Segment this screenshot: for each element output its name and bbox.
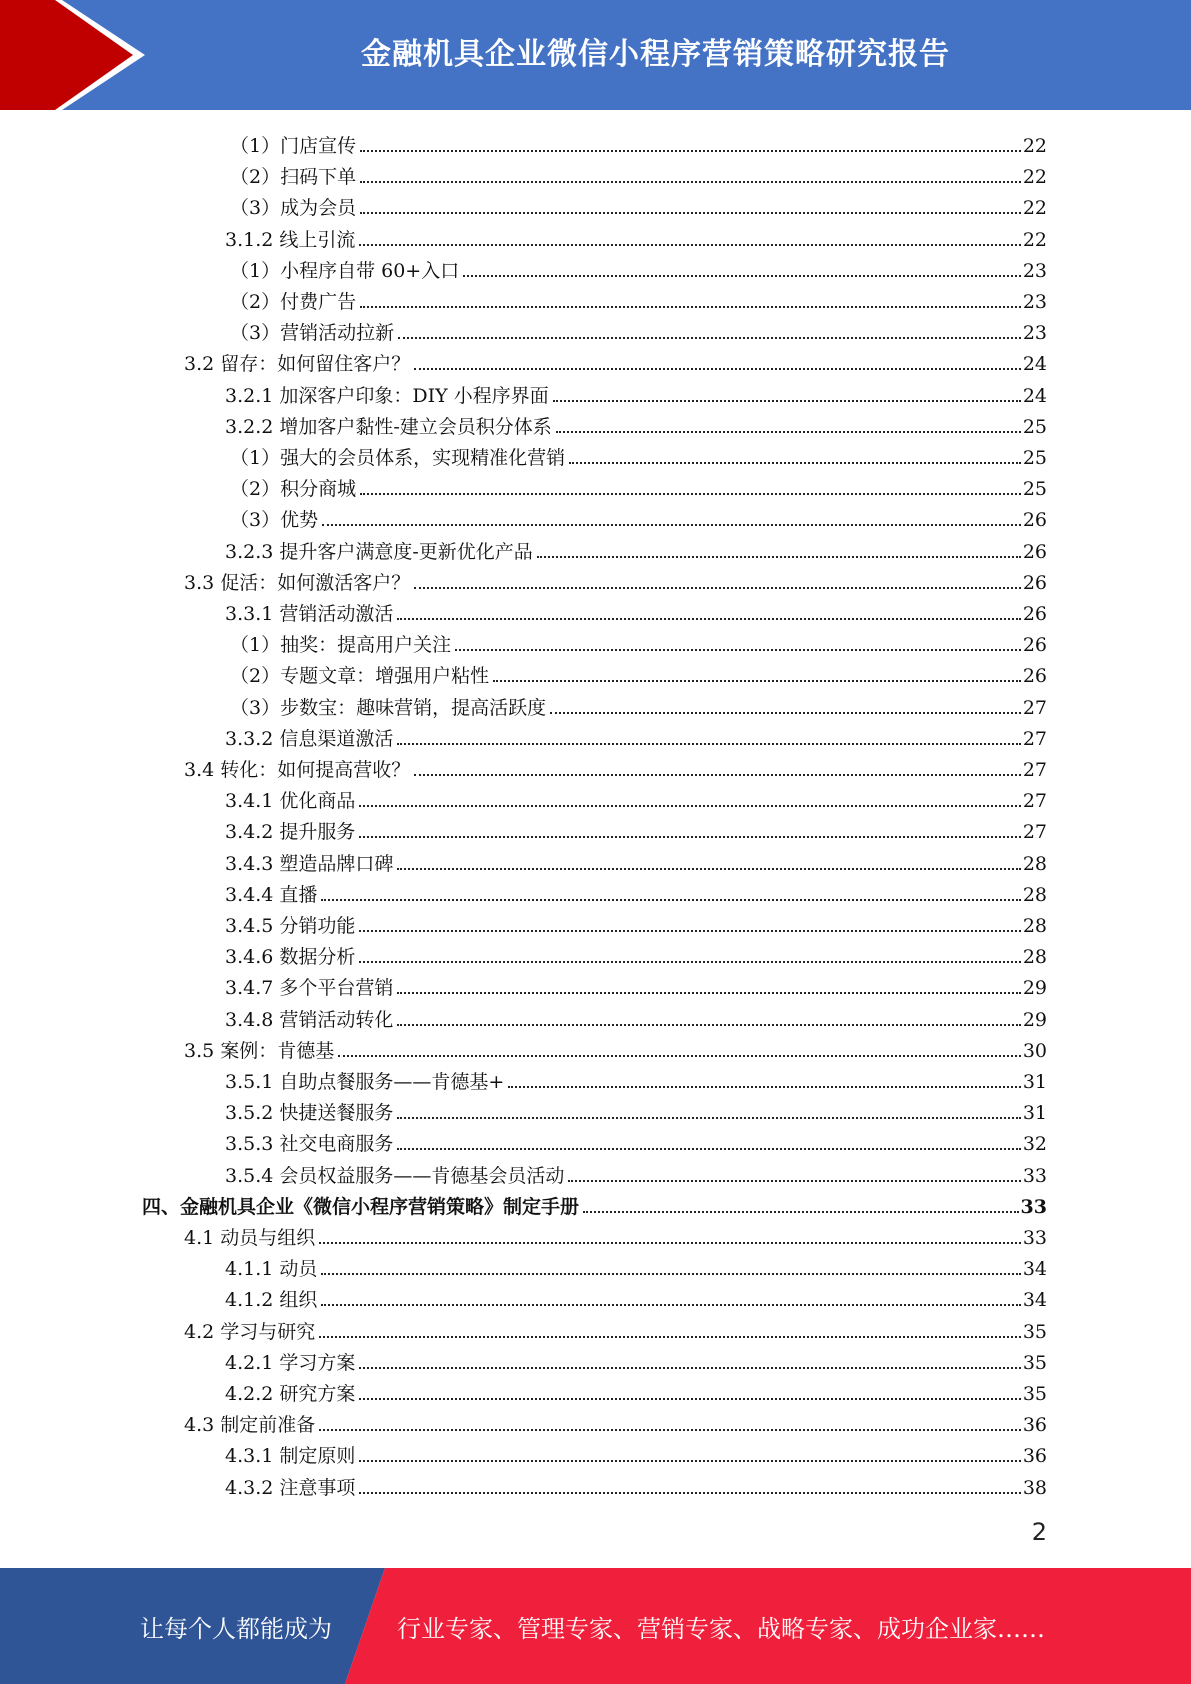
- toc-entry-title: 4.1.2 组织: [225, 1289, 318, 1312]
- toc-entry-page: 36: [1022, 1414, 1047, 1437]
- toc-entry-page: 28: [1022, 883, 1047, 906]
- toc-entry[interactable]: [184, 1032, 1047, 1063]
- toc-entry-title: 3.4.5 分销功能: [225, 915, 356, 937]
- toc-entry[interactable]: [230, 158, 1047, 189]
- toc-entry-title: 3.5.4 会员权益服务——肯德基会员活动: [225, 1164, 565, 1187]
- toc-entry[interactable]: [225, 907, 1047, 938]
- toc-entry[interactable]: [225, 1469, 1047, 1500]
- toc-entry-page: 27: [1022, 790, 1047, 813]
- toc-entry[interactable]: [225, 1094, 1047, 1125]
- header-banner: [0, 0, 1191, 110]
- toc-entry-page: 25: [1022, 447, 1047, 469]
- toc-dot-leader: [360, 493, 1021, 495]
- toc-entry[interactable]: [230, 252, 1047, 283]
- toc-dot-leader: [360, 306, 1021, 308]
- toc-entry-title: 3.4.1 优化商品: [225, 790, 356, 813]
- toc-entry-title: 4.2.2 研究方案: [225, 1383, 356, 1405]
- toc-entry-title: 四、金融机具企业《微信小程序营销策略》制定手册: [142, 1195, 580, 1218]
- toc-entry-page: 26: [1022, 634, 1047, 657]
- toc-dot-leader: [414, 368, 1021, 370]
- toc-entry-title: （2）扫码下单: [230, 166, 357, 189]
- toc-dot-leader: [319, 1242, 1021, 1244]
- toc-entry-page: 28: [1022, 915, 1047, 937]
- toc-entry-title: 3.2 留存：如何留住客户？: [184, 353, 411, 376]
- toc-entry-page: 22: [1022, 228, 1047, 251]
- toc-entry[interactable]: [225, 221, 1047, 252]
- toc-entry-title: 3.2.3 提升客户满意度-更新优化产品: [225, 540, 533, 563]
- toc-entry[interactable]: [230, 189, 1047, 220]
- toc-entry-page: 28: [1022, 852, 1047, 875]
- toc-dot-leader: [322, 524, 1021, 526]
- toc-entry-title: 4.1 动员与组织: [184, 1227, 316, 1249]
- toc-entry-title: 3.5.3 社交电商服务: [225, 1133, 394, 1156]
- toc-entry[interactable]: [225, 377, 1047, 408]
- toc-entry-title: 3.5 案例：肯德基: [184, 1039, 335, 1062]
- toc-entry-page: 22: [1022, 135, 1047, 157]
- toc-entry[interactable]: [225, 720, 1047, 751]
- toc-entry-page: 29: [1022, 977, 1047, 1000]
- toc-entry-title: 3.3.1 营销活动激活: [225, 603, 394, 625]
- toc-entry-title: （2）积分商城: [230, 478, 357, 501]
- toc-entry-title: （1）门店宣传: [230, 135, 357, 157]
- document-title: 金融机具企业微信小程序营销策略研究报告: [361, 37, 950, 72]
- toc-entry[interactable]: [225, 876, 1047, 907]
- toc-entry-title: 4.2.1 学习方案: [225, 1351, 356, 1374]
- toc-entry[interactable]: [225, 408, 1047, 439]
- toc-entry-page: 27: [1022, 727, 1047, 750]
- toc-entry[interactable]: [230, 127, 1047, 158]
- toc-entry[interactable]: [225, 595, 1047, 626]
- toc-dot-leader: [397, 618, 1020, 620]
- toc-dot-leader: [508, 1086, 1021, 1088]
- toc-dot-leader: [493, 680, 1021, 682]
- toc-entry-page: 26: [1022, 571, 1047, 594]
- toc-dot-leader: [321, 1273, 1020, 1275]
- toc-entry[interactable]: [225, 1437, 1047, 1468]
- toc-entry-title: 3.1.2 线上引流: [225, 228, 356, 251]
- toc-dot-leader: [414, 774, 1021, 776]
- toc-entry-page: 23: [1022, 291, 1047, 313]
- toc-entry-title: 3.4.8 营销活动转化: [225, 1008, 394, 1031]
- toc-dot-leader: [397, 1117, 1020, 1119]
- toc-entry[interactable]: [230, 283, 1047, 314]
- toc-dot-leader: [360, 181, 1021, 183]
- toc-entry-page: 33: [1020, 1195, 1047, 1218]
- toc-entry-title: 3.4.6 数据分析: [225, 946, 356, 969]
- toc-entry-page: 26: [1022, 540, 1047, 563]
- toc-dot-leader: [397, 868, 1020, 870]
- toc-entry-page: 27: [1022, 821, 1047, 844]
- toc-entry-title: 3.2.1 加深客户印象：DIY 小程序界面: [225, 384, 549, 407]
- toc-entry-page: 35: [1022, 1351, 1047, 1374]
- toc-entry-title: （1）强大的会员体系，实现精准化营销: [230, 447, 566, 469]
- toc-entry-title: 4.2 学习与研究: [184, 1320, 316, 1343]
- toc-entry-page: 22: [1022, 166, 1047, 189]
- toc-dot-leader: [414, 587, 1021, 589]
- toc-entry-page: 31: [1022, 1102, 1047, 1125]
- toc-entry[interactable]: [230, 501, 1047, 532]
- toc-dot-leader: [397, 1148, 1020, 1150]
- toc-dot-leader: [319, 1429, 1021, 1431]
- toc-entry[interactable]: [225, 938, 1047, 969]
- toc-entry[interactable]: [225, 782, 1047, 813]
- toc-entry-title: 3.4.7 多个平台营销: [225, 977, 394, 1000]
- toc-entry[interactable]: [225, 533, 1047, 564]
- toc-entry[interactable]: [230, 657, 1047, 688]
- toc-dot-leader: [321, 899, 1020, 901]
- toc-entry-page: 38: [1022, 1476, 1047, 1499]
- toc-dot-leader: [359, 805, 1020, 807]
- toc-entry-page: 30: [1022, 1039, 1047, 1062]
- toc-entry-title: 3.3.2 信息渠道激活: [225, 727, 394, 750]
- toc-entry[interactable]: [230, 689, 1047, 720]
- toc-entry-title: 3.2.2 增加客户黏性-建立会员积分体系: [225, 415, 552, 438]
- toc-entry-title: 3.4.2 提升服务: [225, 821, 356, 844]
- toc-entry-page: 34: [1022, 1289, 1047, 1312]
- toc-entry-page: 26: [1022, 509, 1047, 532]
- toc-dot-leader: [319, 1336, 1021, 1338]
- toc-dot-leader: [359, 961, 1020, 963]
- toc-dot-leader: [359, 930, 1020, 932]
- toc-entry-title: 4.3.1 制定原则: [225, 1445, 356, 1468]
- toc-dot-leader: [583, 1211, 1019, 1213]
- toc-entry-page: 31: [1022, 1071, 1047, 1093]
- toc-entry[interactable]: [184, 345, 1047, 376]
- toc-entry[interactable]: [225, 845, 1047, 876]
- toc-entry-page: 32: [1022, 1133, 1047, 1156]
- toc-entry[interactable]: [225, 1063, 1047, 1094]
- footer-slogan-right: 行业专家、管理专家、营销专家、战略专家、成功企业家……: [397, 1614, 1045, 1643]
- toc-dot-leader: [556, 431, 1021, 433]
- toc-entry[interactable]: [230, 439, 1047, 470]
- toc-entry-page: 26: [1022, 603, 1047, 625]
- toc-entry-page: 25: [1022, 415, 1047, 438]
- toc-entry-title: （3）营销活动拉新: [230, 322, 395, 345]
- toc-entry-title: （1）抽奖：提高用户关注: [230, 634, 452, 657]
- toc-dot-leader: [359, 1460, 1020, 1462]
- toc-entry-page: 25: [1022, 478, 1047, 501]
- toc-entry[interactable]: [184, 751, 1047, 782]
- toc-dot-leader: [359, 1398, 1020, 1400]
- toc-entry-page: 27: [1022, 696, 1047, 719]
- toc-dot-leader: [359, 244, 1020, 246]
- toc-entry-page: 22: [1022, 197, 1047, 220]
- toc-entry-title: 3.5.1 自助点餐服务——肯德基+: [225, 1071, 505, 1093]
- toc-entry[interactable]: [230, 314, 1047, 345]
- toc-entry-page: 35: [1022, 1320, 1047, 1343]
- toc-entry-page: 33: [1022, 1164, 1047, 1187]
- page-number: 2: [1031, 1518, 1047, 1546]
- footer-slogan-left: 让每个人都能成为: [140, 1614, 332, 1643]
- toc-entry-page: 23: [1022, 259, 1047, 282]
- toc-entry[interactable]: [225, 1125, 1047, 1156]
- toc-entry-title: 3.4 转化：如何提高营收？: [184, 759, 411, 781]
- toc-entry-title: （3）优势: [230, 509, 319, 532]
- toc-entry-page: 35: [1022, 1383, 1047, 1405]
- toc-dot-leader: [360, 150, 1021, 152]
- footer-banner: [0, 1568, 1191, 1684]
- toc-entry[interactable]: [225, 1250, 1047, 1281]
- toc-entry-page: 27: [1022, 759, 1047, 781]
- toc-entry[interactable]: [184, 1313, 1047, 1344]
- toc-dot-leader: [359, 1492, 1020, 1494]
- toc-entry[interactable]: [230, 470, 1047, 501]
- toc-entry-title: 4.3 制定前准备: [184, 1414, 316, 1437]
- toc-dot-leader: [338, 1055, 1021, 1057]
- toc-entry-page: 36: [1022, 1445, 1047, 1468]
- toc-entry-title: 3.5.2 快捷送餐服务: [225, 1102, 394, 1125]
- toc-dot-leader: [537, 556, 1021, 558]
- toc-entry-title: 3.4.4 直播: [225, 883, 318, 906]
- toc-entry-page: 28: [1022, 946, 1047, 969]
- toc-entry[interactable]: [142, 1188, 1047, 1219]
- toc-dot-leader: [569, 462, 1021, 464]
- toc-entry-page: 33: [1022, 1227, 1047, 1249]
- toc-dot-leader: [321, 1304, 1020, 1306]
- toc-entry[interactable]: [225, 1001, 1047, 1032]
- toc-entry-page: 23: [1022, 322, 1047, 345]
- toc-dot-leader: [397, 1024, 1020, 1026]
- toc-entry[interactable]: [225, 969, 1047, 1000]
- toc-dot-leader: [398, 337, 1021, 339]
- toc-entry-page: 26: [1022, 665, 1047, 688]
- toc-entry[interactable]: [230, 626, 1047, 657]
- toc-dot-leader: [568, 1180, 1020, 1182]
- toc-dot-leader: [463, 275, 1021, 277]
- toc-dot-leader: [360, 212, 1021, 214]
- toc-entry-title: （3）成为会员: [230, 197, 357, 220]
- toc-entry[interactable]: [225, 1375, 1047, 1406]
- toc-entry-title: （1）小程序自带 60+入口: [230, 259, 460, 282]
- toc-dot-leader: [455, 649, 1021, 651]
- toc-dot-leader: [553, 400, 1021, 402]
- toc-entry[interactable]: [184, 564, 1047, 595]
- toc-entry-title: 3.4.3 塑造品牌口碑: [225, 852, 394, 875]
- toc-entry[interactable]: [225, 813, 1047, 844]
- toc-dot-leader: [359, 836, 1020, 838]
- toc-entry-title: 4.1.1 动员: [225, 1258, 318, 1281]
- toc-entry-page: 34: [1022, 1258, 1047, 1281]
- toc-dot-leader: [397, 743, 1020, 745]
- toc-entry-title: 3.3 促活：如何激活客户？: [184, 571, 411, 594]
- toc-entry-page: 24: [1022, 353, 1047, 376]
- toc-entry[interactable]: [184, 1406, 1047, 1437]
- toc-entry[interactable]: [225, 1344, 1047, 1375]
- toc-entry-title: （3）步数宝：趣味营销，提高活跃度: [230, 696, 547, 719]
- toc-entry-page: 29: [1022, 1008, 1047, 1031]
- toc-dot-leader: [359, 1367, 1020, 1369]
- toc-entry-title: 4.3.2 注意事项: [225, 1476, 356, 1499]
- toc-entry-title: （2）专题文章：增强用户粘性: [230, 665, 490, 688]
- toc-dot-leader: [550, 712, 1021, 714]
- toc-entry[interactable]: [225, 1281, 1047, 1312]
- toc-entry[interactable]: [184, 1219, 1047, 1250]
- toc-dot-leader: [397, 992, 1020, 994]
- toc-entry[interactable]: [225, 1157, 1047, 1188]
- toc-entry-page: 24: [1022, 384, 1047, 407]
- toc-entry-title: （2）付费广告: [230, 291, 357, 313]
